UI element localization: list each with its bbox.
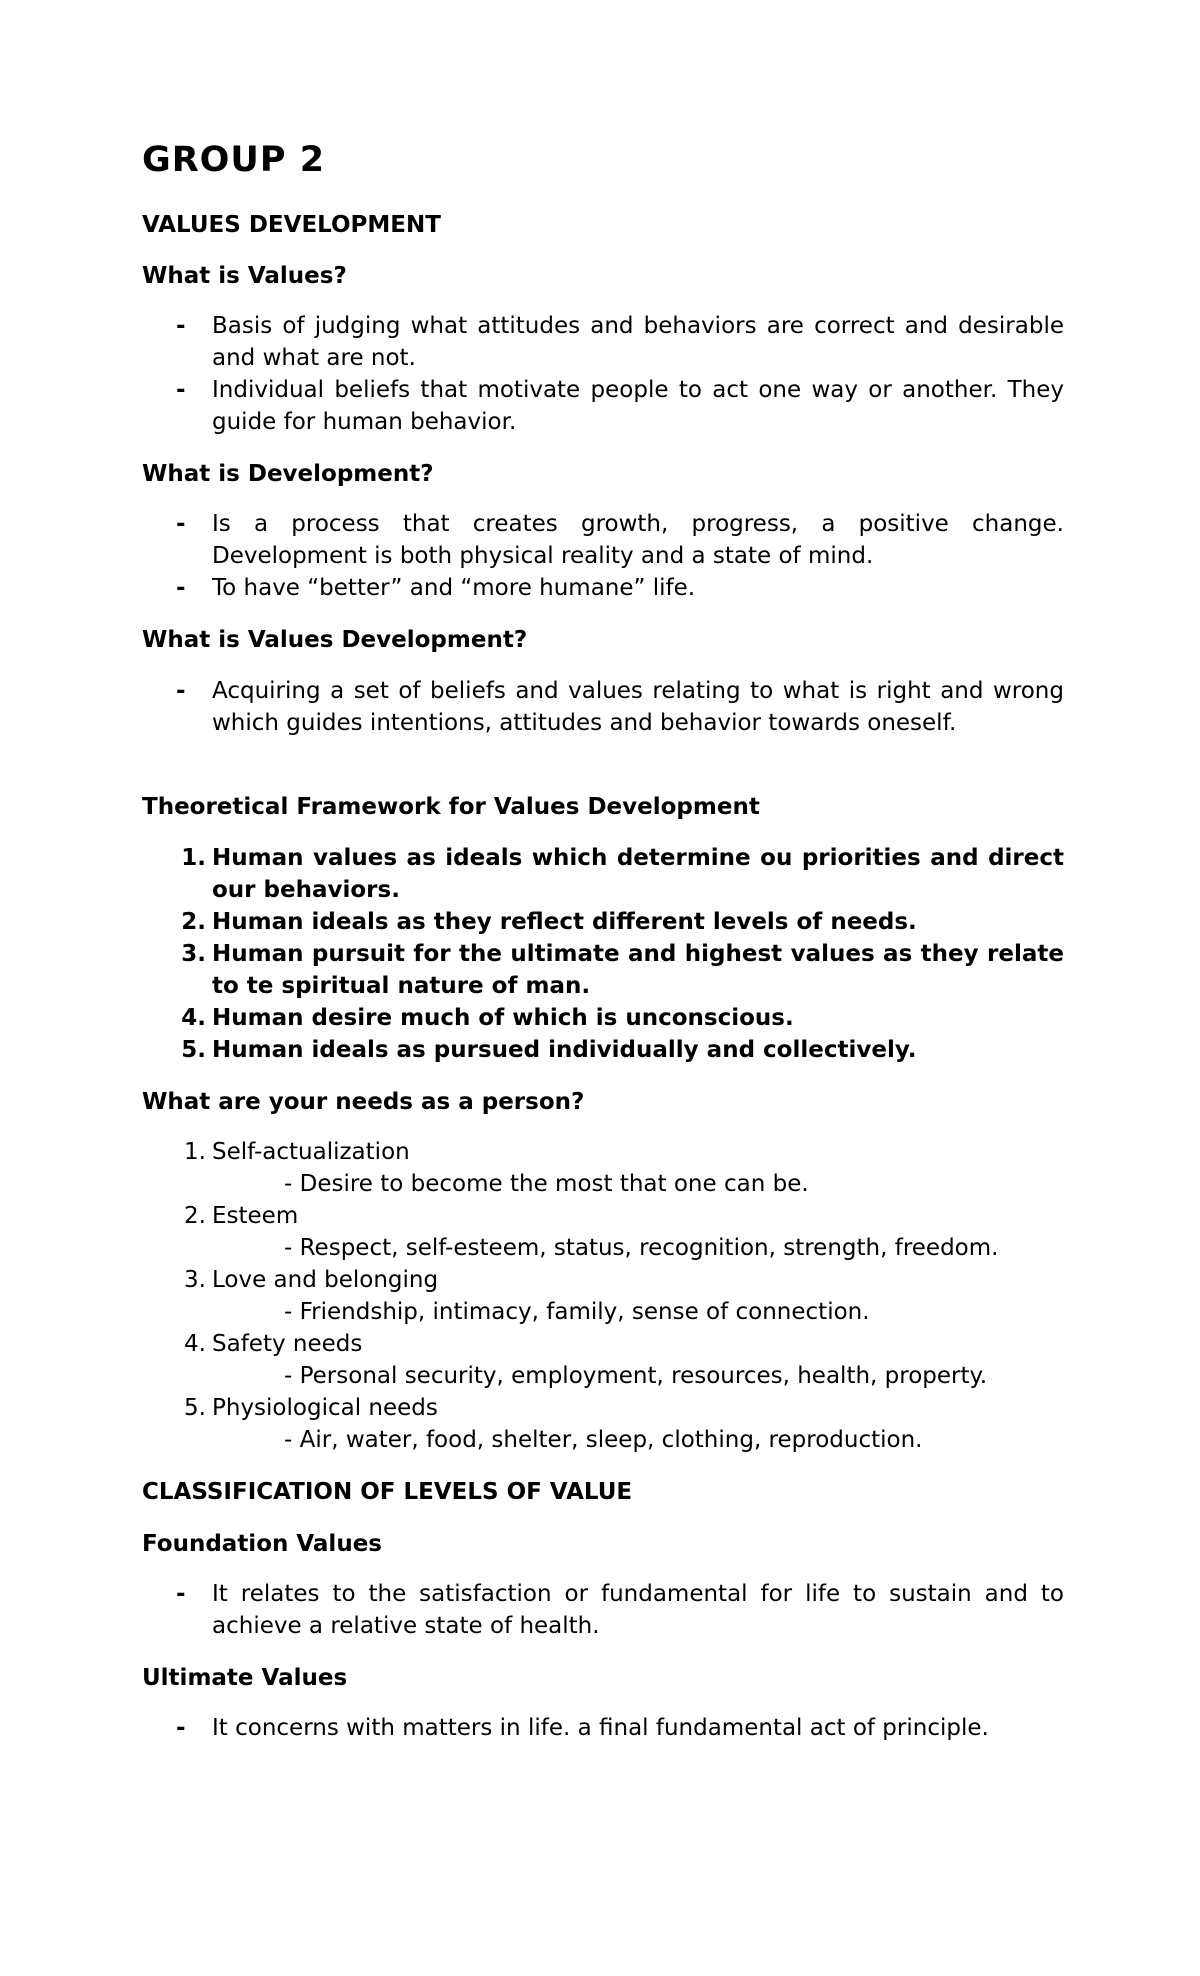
heading-what-is-values: What is Values? (142, 263, 347, 289)
list-item-text: Acquiring a set of beliefs and values relating to what is right and wrong which guides intentions, attitudes and behavior towards oneself. (212, 678, 1064, 736)
need-item (184, 1392, 1064, 1424)
need-label: Esteem (212, 1203, 299, 1229)
need-label: Safety needs (212, 1331, 363, 1357)
item-number: 5. (181, 1037, 206, 1063)
numbered-item (181, 1002, 1064, 1034)
item-number: 5. (184, 1395, 206, 1421)
bullet-dash: - (176, 511, 186, 537)
need-label: Physiological needs (212, 1395, 438, 1421)
heading-needs: What are your needs as a person? (142, 1089, 585, 1115)
list-item-text: Human ideals as they reflect different levels of needs. (212, 909, 917, 935)
need-item (184, 1136, 1064, 1168)
item-number: 3. (181, 941, 206, 967)
item-number: 1. (184, 1139, 206, 1165)
heading-ultimate-values: Ultimate Values (142, 1665, 348, 1691)
bullet-dash: - (176, 377, 186, 403)
heading-what-is-development: What is Development? (142, 461, 434, 487)
numbered-item (181, 906, 1064, 938)
list-item-text: Human pursuit for the ultimate and highest values as they relate to te spiritual nature of man. (212, 941, 1064, 999)
item-number: 3. (184, 1267, 206, 1293)
need-detail: - Respect, self-esteem, status, recognition, strength, freedom. (284, 1235, 999, 1261)
document-title: GROUP 2 (142, 140, 326, 180)
list-item (176, 310, 1064, 374)
need-label: Self-actualization (212, 1139, 410, 1165)
list-item-text: It concerns with matters in life. a final fundamental act of principle. (212, 1715, 989, 1741)
list-item-text: Is a process that creates growth, progress, a positive change. Development is both physical reality and a state of mind. (212, 511, 1064, 569)
list-item-text: Human values as ideals which determine ou priorities and direct our behaviors. (212, 845, 1064, 903)
bullet-dash: - (176, 1715, 186, 1741)
list-item-text: Human ideals as pursued individually and collectively. (212, 1037, 917, 1063)
heading-theoretical-framework: Theoretical Framework for Values Development (142, 794, 760, 820)
need-item (184, 1264, 1064, 1296)
need-detail: - Friendship, intimacy, family, sense of connection. (284, 1299, 870, 1325)
need-detail: - Personal security, employment, resources, health, property. (284, 1363, 988, 1389)
item-number: 4. (181, 1005, 206, 1031)
bullet-dash: - (176, 575, 186, 601)
heading-classification: CLASSIFICATION OF LEVELS OF VALUE (142, 1479, 633, 1505)
list-item (176, 374, 1064, 438)
need-detail: - Desire to become the most that one can be. (284, 1171, 809, 1197)
need-item (184, 1200, 1064, 1232)
list-item-text: Human desire much of which is unconscious. (212, 1005, 794, 1031)
bullet-dash: - (176, 1581, 186, 1607)
numbered-item (181, 938, 1064, 1002)
bullet-dash: - (176, 313, 186, 339)
bullet-dash: - (176, 678, 186, 704)
heading-foundation-values: Foundation Values (142, 1531, 382, 1557)
list-item (176, 1578, 1064, 1642)
need-item (184, 1328, 1064, 1360)
item-number: 1. (181, 845, 206, 871)
item-number: 2. (184, 1203, 206, 1229)
list-item (176, 675, 1064, 739)
section-heading-values-development: VALUES DEVELOPMENT (142, 212, 441, 238)
numbered-item (181, 1034, 1064, 1066)
list-item (176, 1712, 1064, 1744)
list-item-text: Individual beliefs that motivate people to act one way or another. They guide for human behavior. (212, 377, 1064, 435)
heading-what-is-values-development: What is Values Development? (142, 627, 528, 653)
list-item (176, 508, 1064, 572)
list-item-text: To have “better” and “more humane” life. (212, 575, 696, 601)
need-detail: - Air, water, food, shelter, sleep, clothing, reproduction. (284, 1427, 923, 1453)
item-number: 2. (181, 909, 206, 935)
item-number: 4. (184, 1331, 206, 1357)
numbered-item (181, 842, 1064, 906)
list-item (176, 572, 1064, 604)
need-label: Love and belonging (212, 1267, 439, 1293)
list-item-text: Basis of judging what attitudes and behaviors are correct and desirable and what are not. (212, 313, 1064, 371)
list-item-text: It relates to the satisfaction or fundamental for life to sustain and to achieve a relative state of health. (212, 1581, 1064, 1639)
